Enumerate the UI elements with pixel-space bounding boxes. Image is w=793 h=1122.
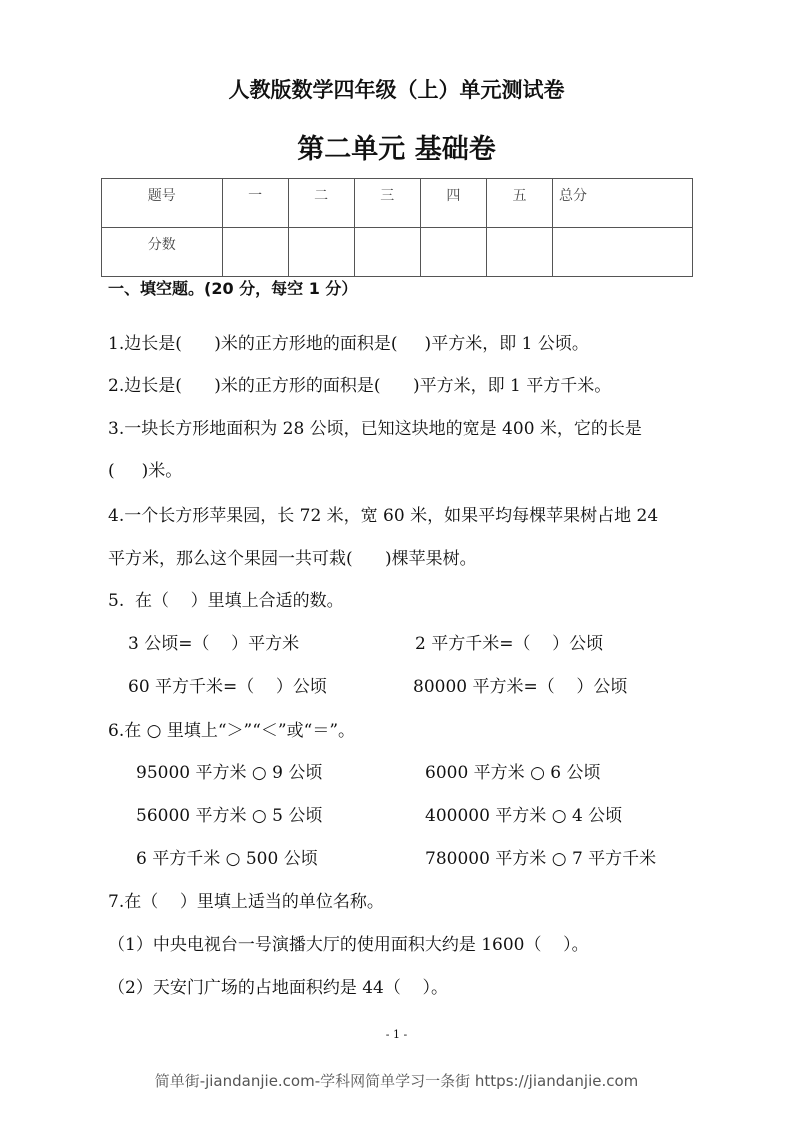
table-cell: 二 [288,179,354,228]
question-line: ( )米。 [108,461,183,481]
q5-item: 60 平方千米=（ ）公顷 [128,677,327,697]
question-line: 6.在 ○ 里填上“＞”“＜”或“＝”。 [108,721,356,741]
q6-item: 95000 平方米 ○ 9 公顷 [136,763,323,783]
question-line: 7.在（ ）里填上适当的单位名称。 [108,892,384,912]
q6-item: 400000 平方米 ○ 4 公顷 [425,806,623,826]
table-cell: 三 [354,179,420,228]
table-row [102,228,693,277]
question-line: 4.一个长方形苹果园，长 72 米，宽 60 米，如果平均每棵苹果树占地 24 [108,506,659,526]
score-cell[interactable] [553,228,693,277]
q5-item: 3 公顷=（ ）平方米 [128,634,300,654]
score-table [101,178,693,277]
table-cell: 总分 [553,179,693,228]
question-line: 3.一块长方形地面积为 28 公顷，已知这块地的宽是 400 米，它的长是 [108,419,642,439]
document-subtitle: 第二单元 基础卷 [297,134,496,165]
table-cell: 题号 [102,179,223,228]
table-cell: 四 [420,179,486,228]
table-cell: 一 [222,179,288,228]
question-line: 平方米，那么这个果园一共可栽( )棵苹果树。 [108,549,477,569]
score-cell[interactable] [288,228,354,277]
table-row [102,179,693,228]
document-title: 人教版数学四年级（上）单元测试卷 [228,78,565,102]
question-line: 5. 在（ ）里填上合适的数。 [108,591,344,611]
score-cell[interactable] [420,228,486,277]
score-cell[interactable] [222,228,288,277]
q6-item: 6 平方千米 ○ 500 公顷 [136,849,318,869]
q6-item: 56000 平方米 ○ 5 公顷 [136,806,323,826]
question-line: （1）中央电视台一号演播大厅的使用面积大约是 1600（ ）。 [108,935,589,955]
table-cell: 分数 [102,228,223,277]
table-cell: 五 [486,179,552,228]
score-cell[interactable] [354,228,420,277]
question-line: （2）天安门广场的占地面积约是 44（ ）。 [108,978,448,998]
score-cell[interactable] [486,228,552,277]
q5-item: 2 平方千米=（ ）公顷 [415,634,604,654]
q6-item: 6000 平方米 ○ 6 公顷 [425,763,601,783]
section-heading: 一、填空题。(20 分，每空 1 分） [108,279,358,298]
page-number: - 1 - [385,1028,408,1041]
q5-item: 80000 平方米=（ ）公顷 [413,677,628,697]
footer-watermark: 简单街-jiandanjie.com-学科网简单学习一条街 https://jiandanjie.com [154,1072,639,1090]
q6-item: 780000 平方米 ○ 7 平方千米 [425,849,657,869]
question-line: 1.边长是( )米的正方形地的面积是( )平方米，即 1 公顷。 [108,334,589,354]
question-line: 2.边长是( )米的正方形的面积是( )平方米，即 1 平方千米。 [108,376,612,396]
